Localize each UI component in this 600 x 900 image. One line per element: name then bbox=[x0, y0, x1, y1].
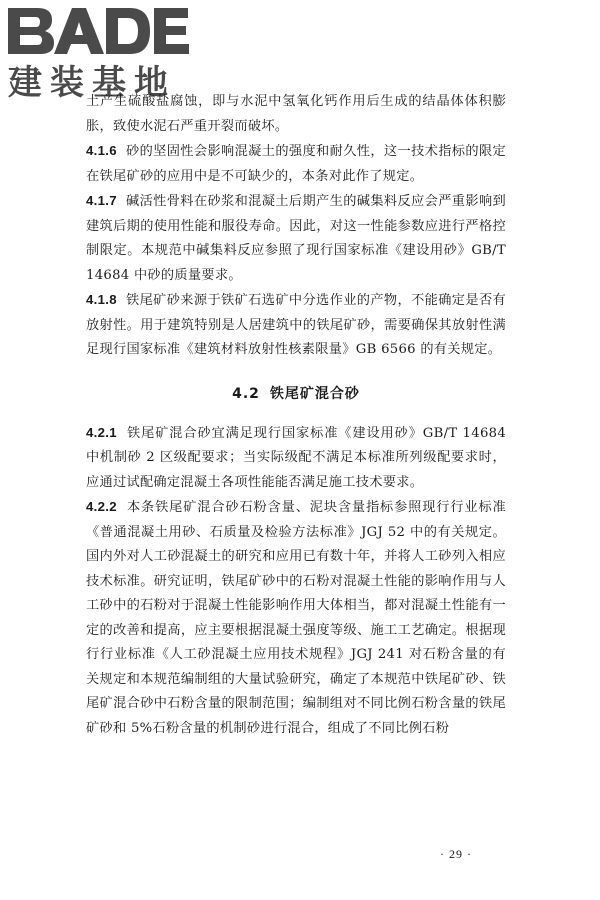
section-title: 铁尾矿混合砂 bbox=[269, 385, 360, 402]
clause-text: 碱活性骨料在砂浆和混凝土后期产生的碱集料反应会严重影响到建筑后期的使用性能和服役寿命。因此，对这一性能参数应进行严格控制限定。本规范中碱集料反应参照了现行国家标准《建设用砂》GB/T 14684 中砂的质量要求。 bbox=[86, 194, 507, 283]
clause-4-2-2 bbox=[86, 495, 506, 741]
clause-text: 砂的坚固性会影响混凝土的强度和耐久性，这一技术指标的限定在铁尾矿砂的应用中是不可缺少的，本条对此作了规定。 bbox=[86, 144, 507, 184]
clause-4-1-8 bbox=[86, 288, 506, 363]
clause-text: 铁尾矿砂来源于铁矿石选矿中分选作业的产物，不能确定是否有放射性。用于建筑特别是人居建筑中的铁尾矿砂，需要确保其放射性满足现行国家标准《建筑材料放射性核素限量》GB 6566 的有关规定。 bbox=[86, 293, 507, 357]
section-heading bbox=[86, 383, 506, 403]
clause-4-1-6 bbox=[86, 139, 506, 189]
clause-text: 铁尾矿混合砂宜满足现行国家标准《建设用砂》GB/T 14684 中机制砂 2 区级配要求；当实际级配不满足本标准所列级配要求时，应通过试配确定混凝土各项性能能否满足施工技术要求。 bbox=[86, 425, 507, 490]
clause-number: 4.1.8 bbox=[86, 292, 117, 307]
clause-4-2-1 bbox=[86, 421, 506, 496]
clause-4-1-7 bbox=[86, 189, 506, 288]
clause-number: 4.1.6 bbox=[86, 143, 117, 158]
bade-logo-graphic bbox=[6, 2, 196, 102]
section-number: 4.2 bbox=[232, 385, 260, 402]
top-paragraph: 土产生硫酸盐腐蚀，即与水泥中氢氧化钙作用后生成的结晶体体积膨胀，致使水泥石严重开裂而破坏。 bbox=[86, 94, 506, 134]
clause-number: 4.2.2 bbox=[86, 499, 117, 514]
page-number: · 29 · bbox=[440, 847, 472, 861]
bade-logo bbox=[6, 2, 196, 102]
logo-subtitle: 建装基地 bbox=[8, 63, 176, 102]
document-page bbox=[86, 90, 506, 741]
clause-number: 4.1.7 bbox=[86, 193, 117, 208]
clause-number: 4.2.1 bbox=[86, 424, 117, 440]
clause-text: 本条铁尾矿混合砂石粉含量、泥块含量指标参照现行行业标准《普通混凝土用砂、石质量及检验方法标准》JGJ 52 中的有关规定。国内外对人工砂混凝土的研究和应用已有数十年，并将人工砂列入相应技术标准。研究证明，铁尾矿砂中的石粉对混凝土性能的影响作用与人工砂中的石粉对于混凝土性能影响作用大体相当，都对混凝土性能有一定的改善和提高，应主要根据混凝土强度等级、施工工艺确定。根据现行行业标准《人工砂混凝土应用技术规程》JGJ 241 对石粉含量的有关规定和本规范编制组的大量试验研究，确定了本规范中铁尾矿砂、铁尾矿混合砂中石粉含量的限制范围；编制组对不同比例石粉含量的铁尾矿砂和 5%石粉含量的机制砂进行混合，组成了不同比例石粉 bbox=[86, 500, 507, 736]
